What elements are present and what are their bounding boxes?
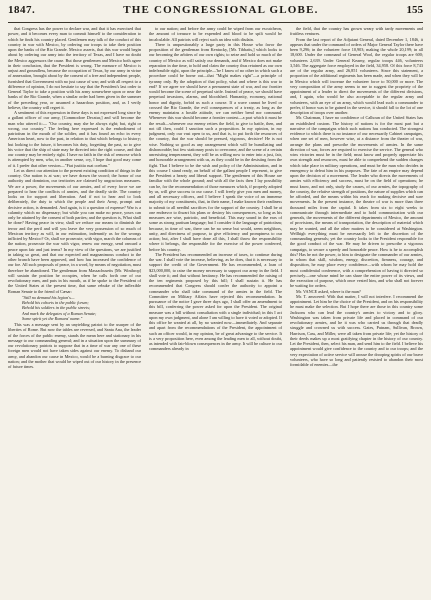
paragraph: to our nation; and before the army could be wiped from our escutcheon, the amount of treasure to be expended and blood to be spilt would be incalculable. All patriots will reject such an idea with disdain. [149, 26, 282, 42]
paragraph: The President has recommended an increase of taxes, to continue during the war. I shall vote the increase, believing, as he does, that it is necessary to support the credit of the Government. He has recommended, a loan of $23,000,000, to raise the money necessary to support our army in the field. I shall vote it; and that without hesitancy. He has recommended the raising of the ten regiments proposed by this bill; I shall sustain it. He has recommended that Congress should confer the authority to appoint a commander who shall take command of the armies in the field. The Committee on Military Affairs have rejected this recommendation. In pursuance of the notice I gave three days ago, I shall offer an amendment to this bill, conferring the power asked for upon the President. The original measure was a bill without consultation with a single individual; in this I act upon my own judgment, and alone I am willing to have it voted or adopted. If this office be wanted at all, by no wanted now—immediately. And separate and apart from the recommendations of the President, the appointment of such an officer would, in my opinion, be of great advantage to the service. It is a very proposition here, even among the leading men to all, without doubt, as intended with fair-blown consequences in the army. It will be culture to our commanders already in [149, 251, 282, 352]
paragraph: A sentiment of this expression in these days is not expressed long since by a gallant officer of our army, [Commodore Decatur,] and will become the man who uttered it:— "Our country, may she be always right; but, right or wrong, our country." The feeling here expressed is the embodiment of patriotism in the mouth of the soldier, and it has found an echo in every American heart, now to the past, in relation to that which belongs to history; but looking to the future, it becomes his duty, forgetting the past, so to give his voice that the ship of state may be directed into the right course, and that our country may be entirely right. I have no faith in the risk of remorse which is attempted by men, who, in another sense, cry, I hope that good may come of it. I prefer that other version—"Fiat justitia ruat coelum." [8, 110, 141, 168]
paragraph: that Congress has the power to declare war, and that it has exercised that power, and it becomes every man to commit himself to the consideration to which he finds his country placed. Gentlemen may talk of the conduct of this country in war with Mexico, by ordering our troops to take their position upon the banks of the Rio Grande. Mexico asserts, that this war would begin about by ordering our army into the territory of Texas, and I have no doubt the Mexico aggressors the cause. But those gentlemen and Mexico both agree in their conclusion, that the President is wrong. The measure of Mexico is unjust and groundless, because the occupation of Texas, by our army in virtue of annexation, brought about by the consent of a free and independent people, furnished that Government with no just cause of war; and with all respect to a difference of opinion, I do not hesitate to say that the President's last order to General Taylor to take a position with his army somewhere upon or near the banks of the Rio Grande, when a similar order had been given in the summer of the preceding year, or assumed a hazardous position, and, as I verily believe, the country will regret it. [8, 26, 141, 110]
column-3 [290, 26, 423, 600]
masthead-year: 1847. [8, 4, 36, 16]
paragraph: This was a message sent by an unyielding patriot to the usurper of the liberties of Rome. But now the tables are reversed, and Santa Ana, the leader of the forces of the public enemy, stands the mean here and stationary in his message to our commanding general; and in a situation upon the summary of our revolutionary patriots to suppose that in a time of war any one of these foreign men would not have taken sides against our enemy. To disband our army, and abandon our cause in Mexico, would be a burning disgrace to our nation; and the mother that would be wiped out of our history in the presence of future times. [8, 322, 141, 369]
text-columns [8, 26, 423, 600]
masthead-title: THE CONGRESSIONAL GLOBE. [123, 4, 319, 16]
column-1 [8, 26, 141, 600]
verse-quote: "Still no demand his legion's— Behold his cohorts in the public forum; Behold his soldiers in the public streets; And mark the delegates of a Roman Senate; Some spirit yet the Romans' name." [22, 294, 97, 321]
paragraph: Mr. T. answered: With that matter, I will not interfere. I recommend the appointment. Let him be the choice of the President, and on his responsibility he must make the selection. But I hope there are those in this country some Jacksons who can lead the country's armies to victory and to glory. Washington was taken from private life and placed in command of our revolutionary armies, and he it was who carried us through that deadly struggle and crowned us with success. Gates, Putnam, Sullivan, Brown, Harrison, Cass, and Miller, were all taken from private life; yet the history of their deeds makes up a most gratifying chapter in the history of our country. Let the President, then, select his man, and send him to the field. I believe his appointment would give confidence to the country and to our troops; and the very expectation of active service will arouse the drooping spirits of our brave volunteers, who have so long and patiently resisted to abandon their most formidable of enemies—the [290, 293, 423, 367]
paragraph: the field, that the country has grown weary with tardy movements and fruitless ventures. [290, 26, 423, 37]
paragraph: Mr. Chairman, I have no confidence of Calhoun of the United States has an established custom. The history of nations is for the most part but a narrative of the campaigns which such nations has conducted. The strongest evidence to which there is no instance of our necessarily Cabinet campaigns, when one set of men, however wise, at a distance from the theater of war, arrange the plans and prescribe the movements of armies. In the same direction of war, forces are required to exercise the service. The general who wins victories must be in the field; must know and properly appreciate his own strength and resources, must be able to comprehend the sudden changes which take place in military operations, and must be the man who decides in emergency to defeat him in his purposes. The fate of an empire may depend upon the decision of a movement. The leader who directs the movements of armies with efficiency and success, must be on the field of operations; he must know, and not only, study the causes, of our armies, the topography of the country, the relative strength of positions, the nature of supplies which can be afforded, and the means within his reach for making decisive and sure movements. In the present instance, the theatre of war is more than three thousand miles from the capital. It takes from six to eight weeks to communicate through intermediate and to hold communication with our generals, the movements of the different departments of Mexico, the amount of provisions, the means of transportation, the description of material which may be wanted, and all the other matters to be considered at Washington. Wellhigh everything must be necessarily left to the discretion of the commanding generals; yet the country looks to the President responsible for the good conduct of the war. He may be driven to prescribe a vigorous campaign, to secure a speedy and honorable peace. How is he to accomplish this? Has he not the power, to him to designate the commander of our armies, in whom that skill, wisdom, energy, discretion, firmness, courage, and disposition, he may place every confidence—with whom he may hold the most confidential conference, with a comprehension of having it directed so precisely—one whose mind he can share the entire power of its views, and the execution of purpose, which once vested him, and who shall not forever be waiting for orders. [290, 115, 423, 289]
column-2 [149, 26, 282, 600]
paragraph: From the last report of the Adjutant General, dated December 1, 1846, it appears that under the command of orders of Major General Taylor there have been 9,296; in the volunteer force 10,903; making the whole 20,199; in all 18,600. Under the command of General Wool, the regular troops are 600; volunteers 2,639. Under General Kearny, regular troops 446, volunteers 3,546. The aggregate force employed in the field, 34,958. Of this force 8,743 are of the regular army, and 26,851 volunteers. Since this statement, a proportion of the additional regiments has been made, and when they will be in Mexico which will increase the volunteer force to 50,000 or more. The very composition of the army seems to me to suggest the propriety of the appointment of a leader to direct the movements of the different divisions, and, I again, who would be also acceptable to the regular army and volunteers, with an eye of an army, which would lead such a commander to prefer, if honor was to be gained in the service, it should fall to the lot of one description of troops over another. [290, 36, 423, 115]
page-number: 155 [406, 4, 423, 16]
paragraph: Let us direct our attention to the present existing condition of things in the country. Our nation is at war; we have drawn the sword; the honor of our authority and dominion, our territories are claimed by ungracious measures. We are a power, the movements of our armies, and of every force we are prepared to hear the conflicts of armies, and the deadly strife. The country looks on for support and liberation. And if not to hear and to look deliberately, the duty to which the people and their Army, prompt and decisive action, is demanded. And again, is it a question of expense? War is a calamity which no dispensary; but while you can make no peace, yours can only be attained by the consent of both parties; and the question is, What shall be done? Having peace in view, shall we reduce our means to diminish the terror and the peril and will you leave the very possession of so much of Mexican territory as will, in our estimation, indemnify us for the wrongs inflicted by Mexico? Or, shall we prosecute, with vigor, march the columns of the nation, prosecute the war with vigor, renew our energy, send onward a peace upon fair and just terms? In my view of the questions, we are justified in taking so great, and that our expected and magnanimous conduct to the other branch have been approved, and how has increased the confidence of our foe. All such proposals of peace, in a word, by means of negotiation, must therefore be abandoned. The gentleman from Massachusetts [Mr. Winthrop] will sustain the position he occupies, when he calls forth one of our revolutionary men, and puts in his mouth, as if he spoke to the President of the United States at the present time, that same rebuke of the inflexible Roman Senate to the friend of Cæsar: [8, 167, 141, 294]
paragraph: There is unquestionably a large party in this House who favor the proposition of the gentleman from Kentucky, [Mr. Tibbatts,] which looks to our becoming the arbiters of our own rights; to seize and hold so much of the country of Mexico as will satisfy our demands, and if Mexico does not make reparation in due time, to hold and claim the country thus retained as our own indefeasible right, upon the principle—'be I know of no other in which such a procedure could be borne out—that "Might makes right"—a principle of tyranny only. By the adoption of that policy, what and where is this war to end? If we agree we should have a permanent state of war, and our frontier would become the scene of perpetual strife. Instead of peace, we should have perpetual invasions, alarms, and bloodshed. Humanity, economy, national honor and dignity, forbid us such a course. If a wave cannot be lived or crossed the Rio Grande, the evil consequences of a treaty, as long as the enemy maintains a hostile attitude, we can neither bend nor command. Whenever this war should become a frontier contest—a part which it must be the result—whenever our enemy retires the field, to give to battle, then, and not till then, could I sanction such a proposition. In my opinion, in my judgment, only our vast open to us, and that is, to put forth the resources of the country, that the war should be pressed, vigorous, decisive! He is not wise. Nothing so good as any arrangement which will be humiliating and dishonorable; but few stationary posts to overcome, and the scene of a certain unresisting temperament, they will be as willing now to enter into a just, fair, and honorable arrangement with us, as they could be in the desisting from the fight. That I believe to be the wish and policy of the Administration, and in this course I stand ready, on behalf of the gallant people I represent, to give the President a hearty and liberal support. The gentlemen of this House are familiar with the whole ground; and with all the facts then I lay possibility can be, for the recommendation of those measures which, if properly adopted by us, will give success to our cause. I will freely give you men and money, and all necessary officers, and I believe I speak the voice of an immense majority of my constituents, that, in their name, I make known their readiness to submit to all needful sacrifices for the support of the country. I shall be at one endeavor to thwart his plans or destroy his consequences, so long as his measures are wise, patriotic, and beneficial. This may sound in the ears of some as strong partisan language; but I consider it the language of patriotism; because, in time of war, there can be no sense but would, seem neighbors, unity, and directness of purpose, to give efficiency and promptness to our action; but, after I shall have done all this, I shall throw the responsibility where it belongs, the responsible for the exercise of the power conferred, before his country. [149, 41, 282, 252]
paragraph: Mr. VANCE asked, where is the man? [296, 288, 361, 294]
masthead [8, 4, 423, 23]
